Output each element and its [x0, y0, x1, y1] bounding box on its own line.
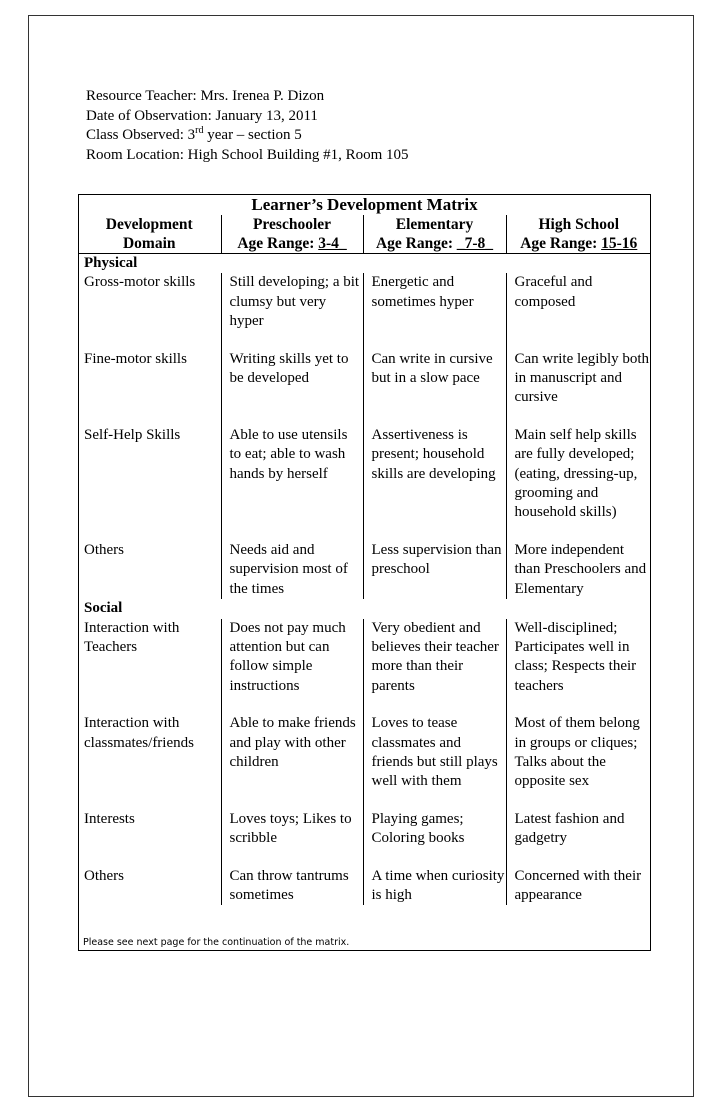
col-header-preschooler-title: Preschooler: [252, 216, 332, 233]
preschooler-cell: Able to make friends and play with other children: [221, 714, 363, 810]
matrix-footer-row: [78, 905, 651, 951]
col-header-domain: [78, 215, 221, 254]
domain-cell: Fine-motor skills: [84, 350, 187, 367]
continuation-note: Please see next page for the continuation of the matrix.: [83, 937, 350, 949]
section-header-row: [78, 254, 651, 274]
highschool-cell: Graceful and composed: [506, 273, 651, 349]
elementary-cell: Playing games; Coloring books: [363, 810, 506, 867]
highschool-cell: Concerned with their appearance: [506, 867, 651, 906]
development-matrix-table: [78, 194, 651, 951]
age-range-label: Age Range:: [375, 235, 457, 252]
highschool-cell: Well-disciplined; Participates well in class; Respects their teachers: [506, 619, 651, 715]
highschool-cell: Main self help skills are fully developed; (eating, dressing-up, grooming and household skills): [506, 426, 651, 541]
domain-cell: Self-Help Skills: [84, 426, 181, 443]
col-header-elementary: [363, 215, 506, 254]
highschool-cell: Latest fashion and gadgetry: [506, 810, 651, 867]
room-location-line: Room Location: High School Building #1, Room 105: [86, 146, 409, 163]
column-header-row: [78, 215, 651, 254]
table-row: [78, 541, 651, 599]
age-range-value: _7-8_: [456, 235, 494, 252]
elementary-cell: Energetic and sometimes hyper: [363, 273, 506, 349]
col-header-preschooler-age: [222, 234, 363, 253]
elementary-cell: Can write in cursive but in a slow pace: [363, 350, 506, 426]
preschooler-cell: Writing skills yet to be developed: [221, 350, 363, 426]
domain-cell: Interaction with classmates/friends: [84, 715, 194, 751]
domain-cell: Others: [84, 541, 124, 558]
age-range-value: 3-4_: [318, 235, 347, 252]
resource-teacher-line: Resource Teacher: Mrs. Irenea P. Dizon: [86, 88, 325, 104]
table-row: [78, 867, 651, 906]
domain-cell: Others: [84, 867, 124, 884]
preschooler-cell: Can throw tantrums sometimes: [221, 867, 363, 906]
elementary-cell: Assertiveness is present; household skills are developing: [363, 426, 506, 541]
ordinal-suffix: rd: [195, 125, 204, 136]
col-header-elementary-age: [364, 234, 506, 253]
col-header-highschool: [506, 215, 651, 254]
preschooler-cell: Needs aid and supervision most of the times: [221, 541, 363, 599]
highschool-cell: Can write legibly both in manuscript and cursive: [506, 350, 651, 426]
highschool-cell: Most of them belong in groups or cliques; Talks about the opposite sex: [506, 714, 651, 810]
class-observed-suffix: year – section 5: [203, 127, 302, 143]
section-label-social: Social: [84, 600, 123, 617]
age-range-value: 15-16: [601, 235, 638, 252]
section-label-physical: Physical: [84, 255, 138, 271]
section-header-row: [78, 599, 651, 618]
col-header-domain-line1: Development: [105, 216, 193, 233]
col-header-highschool-title: High School: [538, 216, 620, 233]
domain-cell: Interaction with Teachers: [84, 619, 180, 655]
col-header-highschool-age: [507, 234, 652, 253]
table-row: [78, 350, 651, 426]
matrix-title-row: [78, 194, 651, 215]
elementary-cell: Loves to tease classmates and friends but still plays well with them: [363, 714, 506, 810]
matrix-title: Learner’s Development Matrix: [251, 195, 478, 214]
preschooler-cell: Does not pay much attention but can follow simple instructions: [221, 619, 363, 715]
elementary-cell: Less supervision than preschool: [363, 541, 506, 599]
col-header-domain-line2: Domain: [122, 235, 176, 252]
preschooler-cell: Able to use utensils to eat; able to wash hands by herself: [221, 426, 363, 541]
observation-details: [86, 87, 409, 165]
col-header-elementary-title: Elementary: [395, 216, 474, 233]
table-row: [78, 714, 651, 810]
preschooler-cell: Loves toys; Likes to scribble: [221, 810, 363, 867]
table-row: [78, 810, 651, 867]
class-observed-line: [86, 126, 409, 146]
col-header-preschooler: [221, 215, 363, 254]
elementary-cell: Very obedient and believes their teacher more than their parents: [363, 619, 506, 715]
date-of-observation-line: Date of Observation: January 13, 2011: [86, 107, 318, 124]
table-row: [78, 426, 651, 541]
table-row: [78, 619, 651, 715]
table-row: [78, 273, 651, 349]
domain-cell: Gross-motor skills: [84, 274, 196, 291]
domain-cell: Interests: [84, 810, 135, 827]
preschooler-cell: Still developing; a bit clumsy but very hyper: [221, 273, 363, 349]
class-observed-prefix: Class Observed: 3: [86, 127, 196, 143]
highschool-cell: More independent than Preschoolers and Elementary: [506, 541, 651, 599]
elementary-cell: A time when curiosity is high: [363, 867, 506, 906]
age-range-label: Age Range:: [520, 235, 602, 252]
age-range-label: Age Range:: [237, 235, 319, 252]
matrix-footer-cell: [78, 905, 651, 951]
